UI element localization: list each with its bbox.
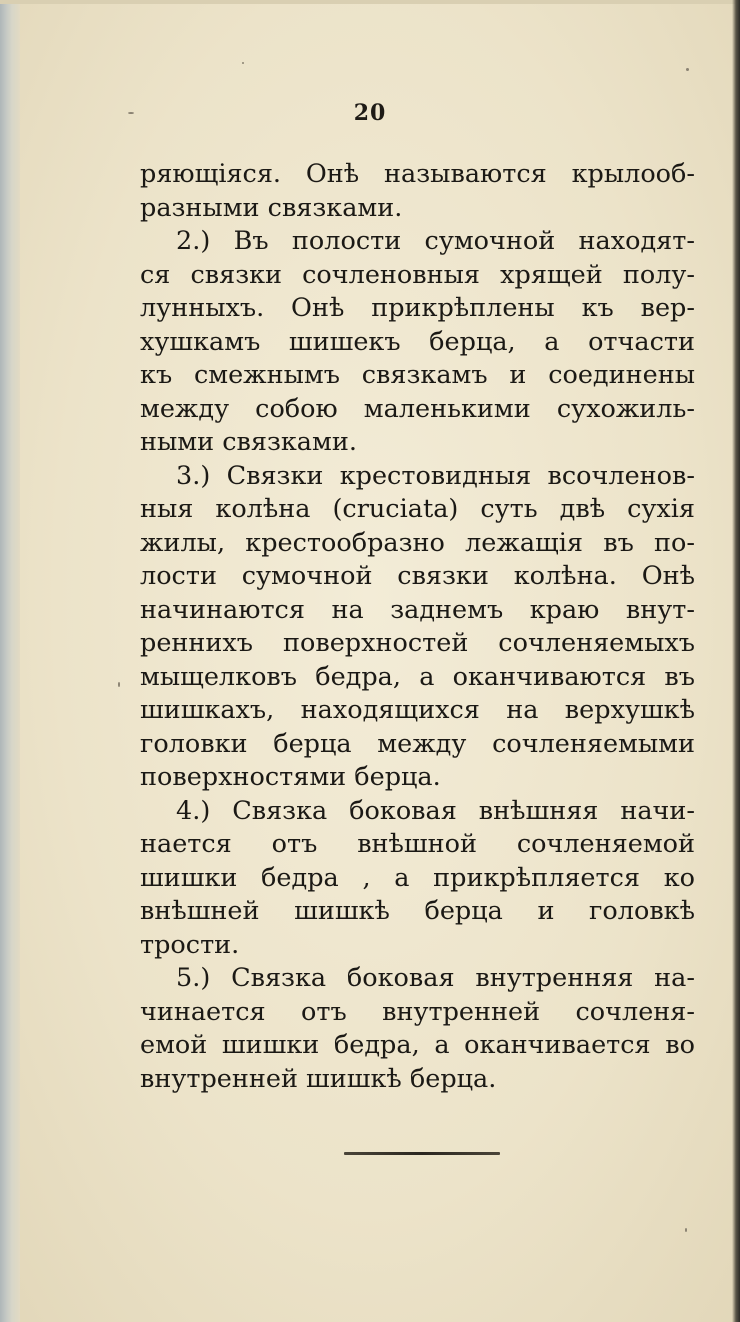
- page-top-edge: [0, 0, 740, 4]
- paper-speck: [686, 68, 689, 71]
- text-line: нается отъ внѣшной сочленяемой: [140, 829, 695, 859]
- text-line: реннихъ поверхностей сочленяемыхъ: [140, 628, 695, 658]
- text-line: 2.) Въ полости сумочной находят-: [176, 226, 695, 256]
- text-line: трости.: [140, 929, 240, 960]
- paper-speck: [685, 1228, 687, 1232]
- paper-speck: [242, 62, 244, 64]
- text-line: начинаются на заднемъ краю внут-: [140, 594, 695, 625]
- text-line: 5.) Связка боковая внутренняя на-: [176, 963, 695, 993]
- text-line: мыщелковъ бедра, а оканчиваются въ: [140, 661, 695, 692]
- text-line: емой шишки бедра, а оканчивается во: [140, 1030, 695, 1060]
- page-right-edge: [732, 0, 740, 1322]
- text-line: лости сумочной связки колѣна. Онѣ: [140, 561, 695, 591]
- text-line: чинается отъ внутренней сочленя-: [140, 996, 695, 1027]
- text-line: ныя колѣна (cruciata) суть двѣ сухія: [140, 494, 695, 524]
- text-line: разными связками.: [140, 192, 403, 223]
- text-line: ся связки сочленовныя хрящей полу-: [140, 259, 695, 290]
- text-line: шишки бедра , а прикрѣпляется ко: [140, 862, 695, 893]
- text-line: внутренней шишкѣ берца.: [140, 1063, 497, 1094]
- text-line: жилы, крестообразно лежащія въ по-: [140, 527, 695, 558]
- text-line: шишкахъ, находящихся на верхушкѣ: [140, 695, 695, 725]
- text-line: къ смежнымъ связкамъ и соединены: [140, 360, 695, 390]
- text-line: ряющіяся. Онѣ называются крылооб-: [140, 159, 695, 189]
- text-line: головки берца между сочленяемыми: [140, 728, 695, 759]
- body-text: [140, 158, 695, 1096]
- text-line: внѣшней шишкѣ берца и головкѣ: [140, 896, 695, 926]
- text-line: между собою маленькими сухожиль-: [140, 393, 695, 424]
- page-number: 20: [353, 100, 387, 126]
- text-line: лунныхъ. Онѣ прикрѣплены къ вер-: [140, 293, 695, 323]
- page-left-edge: [0, 0, 20, 1322]
- paper-speck: [118, 682, 120, 687]
- text-line: 3.) Связки крестовидныя всочленов-: [176, 460, 695, 491]
- text-line: 4.) Связка боковая внѣшняя начи-: [176, 795, 695, 826]
- text-line: ными связками.: [140, 427, 357, 457]
- text-line: хушкамъ шишекъ берца, а отчасти: [140, 326, 695, 357]
- section-end-rule: [344, 1152, 500, 1155]
- text-line: поверхностями берца.: [140, 762, 441, 792]
